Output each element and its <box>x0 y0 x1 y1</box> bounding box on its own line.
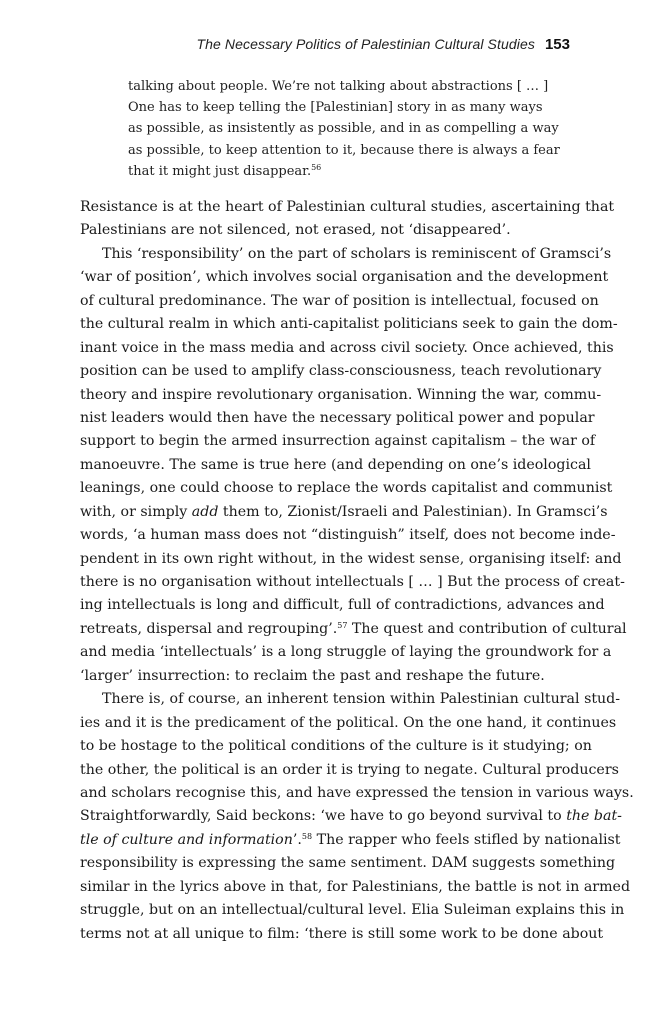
body-line: position can be used to amplify class-consciousness, teach revolutionary <box>80 363 602 380</box>
body-text <box>80 196 634 946</box>
body-line: there is no organisation without intellectuals [ … ] But the process of creat- <box>80 574 625 590</box>
body-text-run: Straightforwardly, Said beckons: ‘we have to go beyond survival to <box>80 808 567 825</box>
italic-emphasis: tle of culture and information <box>80 831 293 848</box>
quote-line: as possible, to keep attention to it, because there is always a fear <box>128 142 560 158</box>
page-number: 153 <box>544 36 570 53</box>
body-line: ing intellectuals is long and difficult, full of contradictions, advances and <box>80 597 605 614</box>
body-line <box>80 805 622 828</box>
body-text-run: with, or simply <box>80 503 192 520</box>
body-line: responsibility is expressing the same sentiment. DAM suggests something <box>80 855 616 872</box>
body-line: ‘war of position’, which involves social organisation and the development <box>80 269 609 286</box>
body-line: ‘larger’ insurrection: to reclaim the past and reshape the future. <box>80 667 545 684</box>
body-line: theory and inspire revolutionary organisation. Winning the war, commu- <box>80 386 602 403</box>
body-text-run: retreats, dispersal and regrouping’. <box>80 620 338 637</box>
body-text-run: them to, Zionist/Israeli and Palestinian). In Gramsci’s <box>218 503 608 520</box>
body-line: Palestinians are not silenced, not erased, not ‘disappeared’. <box>80 222 511 239</box>
body-line: terms not at all unique to film: ‘there is still some work to be done about <box>80 925 604 942</box>
body-line: manoeuvre. The same is true here (and depending on one’s ideological <box>80 456 591 473</box>
body-line: ies and it is the predicament of the political. On the one hand, it continues <box>80 714 617 731</box>
body-line: nist leaders would then have the necessary political power and popular <box>80 409 595 426</box>
body-line: inant voice in the mass media and across civil society. Once achieved, this <box>80 339 614 356</box>
body-line: pendent in its own right without, in the widest sense, organising itself: and <box>80 550 622 567</box>
body-line: of cultural predominance. The war of position is intellectual, focused on <box>80 292 599 309</box>
body-line: and media ‘intellectuals’ is a long struggle of laying the groundwork for a <box>80 644 612 661</box>
body-line <box>80 501 608 524</box>
block-quote <box>128 76 560 182</box>
footnote-ref-57: 57 <box>337 620 348 630</box>
body-line: and scholars recognise this, and have expressed the tension in various ways. <box>80 784 634 801</box>
body-text-run: The rapper who feels stifled by nationalist <box>312 831 621 848</box>
italic-emphasis: add <box>191 503 219 520</box>
body-text-run: ’. <box>292 831 302 848</box>
body-line <box>80 618 627 641</box>
body-line: the cultural realm in which anti-capitalist politicians seek to gain the dom- <box>80 316 618 333</box>
body-line: Resistance is at the heart of Palestinian cultural studies, ascertaining that <box>80 199 615 215</box>
body-line: struggle, but on an intellectual/cultural level. Elia Suleiman explains this in <box>80 902 625 919</box>
running-head-title: The Necessary Politics of Palestinian Cultural Studies <box>196 36 535 52</box>
quote-line: talking about people. We’re not talking about abstractions [ … ] <box>128 79 549 94</box>
body-line: similar in the lyrics above in that, for Palestinians, the battle is not in armed <box>80 878 631 895</box>
quote-line: One has to keep telling the [Palestinian] story in as many ways <box>128 100 543 116</box>
quote-line-last <box>128 161 528 182</box>
body-line: There is, of course, an inherent tension within Palestinian cultural stud- <box>102 691 621 708</box>
footnote-ref-56: 56 <box>311 162 322 172</box>
body-line: the other, the political is an order it is trying to negate. Cultural producers <box>80 761 619 778</box>
body-line: words, ‘a human mass does not “distinguish” itself, does not become inde- <box>80 527 616 544</box>
body-line: to be hostage to the political conditions of the culture is it studying; on <box>80 738 592 755</box>
body-line: This ‘responsibility’ on the part of scholars is reminiscent of Gramsci’s <box>102 245 612 262</box>
quote-line: as possible, as insistently as possible, and in as compelling a way <box>128 121 559 137</box>
footnote-ref-58: 58 <box>301 831 313 841</box>
body-line <box>80 829 621 852</box>
italic-emphasis: the bat- <box>566 808 622 825</box>
quote-line-text: that it might just disappear. <box>128 163 312 179</box>
running-header <box>80 36 570 53</box>
body-line: leanings, one could choose to replace the words capitalist and communist <box>80 480 613 497</box>
body-line: support to begin the armed insurrection against capitalism – the war of <box>80 433 596 450</box>
body-text-run: The quest and contribution of cultural <box>347 620 627 637</box>
